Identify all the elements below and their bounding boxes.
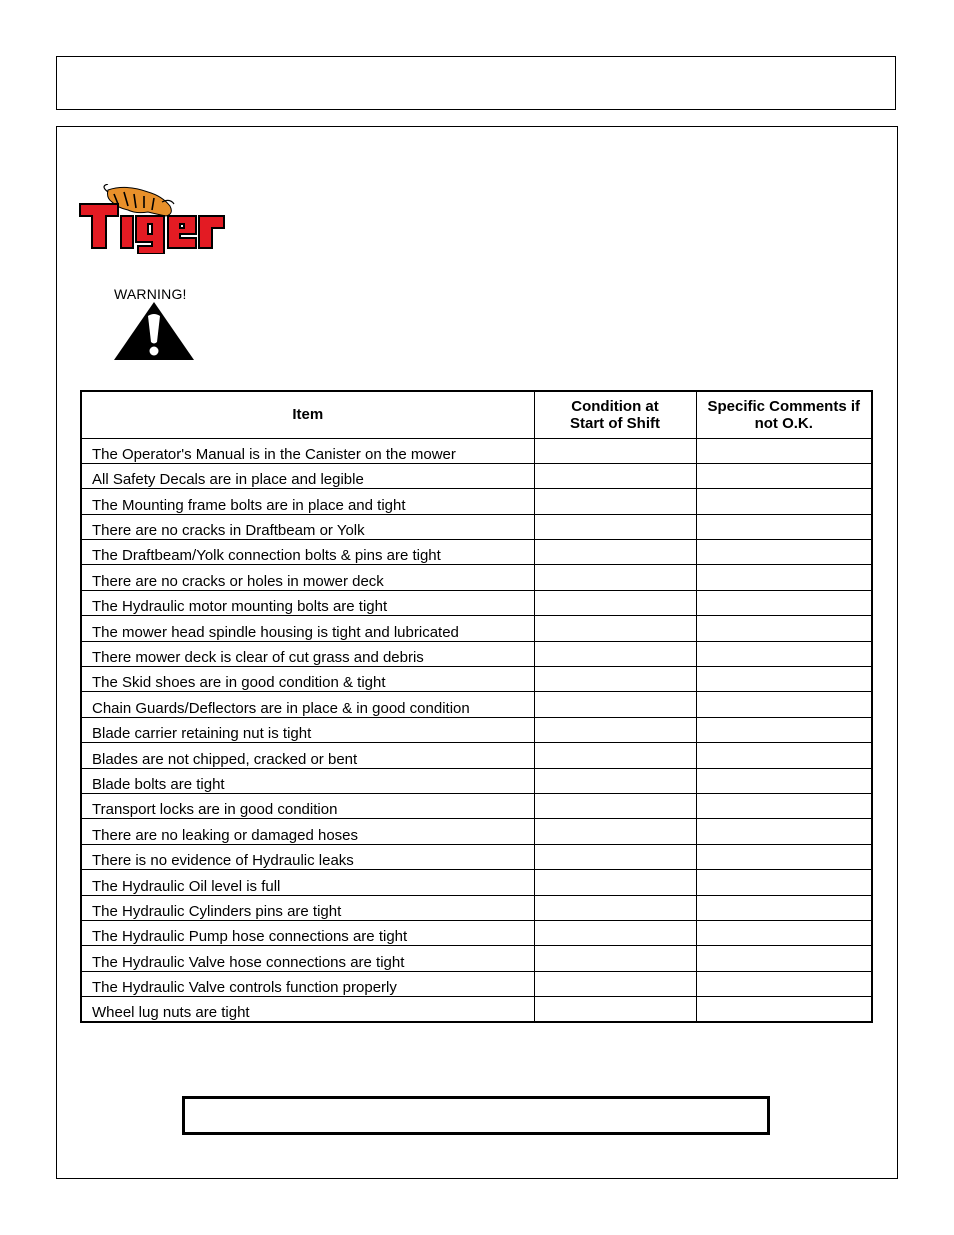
- header-condition: Condition at Start of Shift: [534, 391, 696, 438]
- condition-cell[interactable]: [534, 946, 696, 971]
- table-row: [81, 692, 872, 717]
- checklist-item-label: The Hydraulic Cylinders pins are tight: [81, 895, 534, 920]
- checklist-item-label: Transport locks are in good condition: [81, 793, 534, 818]
- comments-cell[interactable]: [696, 768, 872, 793]
- checklist-item-label: Blades are not chipped, cracked or bent: [81, 743, 534, 768]
- condition-cell[interactable]: [534, 438, 696, 463]
- table-row: [81, 793, 872, 818]
- comments-cell[interactable]: [696, 895, 872, 920]
- comments-cell[interactable]: [696, 590, 872, 615]
- checklist-item-label: The Operator's Manual is in the Canister on the mower: [81, 438, 534, 463]
- comments-cell[interactable]: [696, 717, 872, 742]
- checklist-item-label: There are no leaking or damaged hoses: [81, 819, 534, 844]
- table-row: [81, 920, 872, 945]
- condition-cell[interactable]: [534, 819, 696, 844]
- comments-cell[interactable]: [696, 692, 872, 717]
- condition-cell[interactable]: [534, 920, 696, 945]
- comments-cell[interactable]: [696, 514, 872, 539]
- comments-cell[interactable]: [696, 997, 872, 1023]
- table-row: [81, 997, 872, 1023]
- table-row: [81, 540, 872, 565]
- warning-triangle-icon: [112, 300, 196, 362]
- condition-cell[interactable]: [534, 667, 696, 692]
- checklist-item-label: Chain Guards/Deflectors are in place & in good condition: [81, 692, 534, 717]
- comments-cell[interactable]: [696, 844, 872, 869]
- condition-cell[interactable]: [534, 844, 696, 869]
- header-box: [56, 56, 896, 110]
- comments-cell[interactable]: [696, 743, 872, 768]
- footer-box: [182, 1096, 770, 1135]
- table-row: [81, 844, 872, 869]
- comments-cell[interactable]: [696, 540, 872, 565]
- comments-cell[interactable]: [696, 463, 872, 488]
- tiger-logo: [78, 184, 228, 254]
- checklist-item-label: Wheel lug nuts are tight: [81, 997, 534, 1023]
- condition-cell[interactable]: [534, 540, 696, 565]
- table-row: [81, 565, 872, 590]
- condition-cell[interactable]: [534, 514, 696, 539]
- header-comments: Specific Comments if not O.K.: [696, 391, 872, 438]
- checklist-body: [81, 438, 872, 1022]
- checklist-item-label: There is no evidence of Hydraulic leaks: [81, 844, 534, 869]
- table-row: [81, 819, 872, 844]
- condition-cell[interactable]: [534, 997, 696, 1023]
- condition-cell[interactable]: [534, 565, 696, 590]
- comments-cell[interactable]: [696, 819, 872, 844]
- condition-cell[interactable]: [534, 768, 696, 793]
- comments-cell[interactable]: [696, 946, 872, 971]
- condition-cell[interactable]: [534, 971, 696, 996]
- condition-cell[interactable]: [534, 717, 696, 742]
- header-item: Item: [81, 391, 534, 438]
- checklist-item-label: The Hydraulic Oil level is full: [81, 870, 534, 895]
- condition-cell[interactable]: [534, 692, 696, 717]
- comments-cell[interactable]: [696, 971, 872, 996]
- table-row: [81, 717, 872, 742]
- checklist-item-label: The mower head spindle housing is tight and lubricated: [81, 616, 534, 641]
- checklist-item-label: The Hydraulic motor mounting bolts are tight: [81, 590, 534, 615]
- checklist-item-label: Blade carrier retaining nut is tight: [81, 717, 534, 742]
- comments-cell[interactable]: [696, 641, 872, 666]
- condition-cell[interactable]: [534, 895, 696, 920]
- checklist-item-label: The Hydraulic Pump hose connections are tight: [81, 920, 534, 945]
- comments-cell[interactable]: [696, 920, 872, 945]
- table-row: [81, 895, 872, 920]
- table-row: [81, 870, 872, 895]
- inspection-checklist-table: [80, 390, 873, 1023]
- checklist-item-label: The Skid shoes are in good condition & tight: [81, 667, 534, 692]
- warning-label: WARNING!: [114, 286, 187, 302]
- comments-cell[interactable]: [696, 870, 872, 895]
- checklist-item-label: There mower deck is clear of cut grass and debris: [81, 641, 534, 666]
- comments-cell[interactable]: [696, 667, 872, 692]
- table-row: [81, 946, 872, 971]
- checklist-item-label: The Hydraulic Valve hose connections are tight: [81, 946, 534, 971]
- condition-cell[interactable]: [534, 870, 696, 895]
- condition-cell[interactable]: [534, 641, 696, 666]
- table-row: [81, 438, 872, 463]
- checklist-item-label: All Safety Decals are in place and legible: [81, 463, 534, 488]
- comments-cell[interactable]: [696, 793, 872, 818]
- table-row: [81, 590, 872, 615]
- table-row: [81, 768, 872, 793]
- table-row: [81, 616, 872, 641]
- condition-cell[interactable]: [534, 793, 696, 818]
- checklist-item-label: There are no cracks or holes in mower deck: [81, 565, 534, 590]
- checklist-item-label: There are no cracks in Draftbeam or Yolk: [81, 514, 534, 539]
- comments-cell[interactable]: [696, 616, 872, 641]
- comments-cell[interactable]: [696, 438, 872, 463]
- table-row: [81, 514, 872, 539]
- table-header-row: [81, 391, 872, 438]
- table-row: [81, 743, 872, 768]
- table-row: [81, 971, 872, 996]
- checklist-item-label: The Hydraulic Valve controls function properly: [81, 971, 534, 996]
- checklist-item-label: The Draftbeam/Yolk connection bolts & pins are tight: [81, 540, 534, 565]
- table-row: [81, 641, 872, 666]
- table-row: [81, 463, 872, 488]
- checklist-item-label: The Mounting frame bolts are in place and tight: [81, 489, 534, 514]
- condition-cell[interactable]: [534, 463, 696, 488]
- condition-cell[interactable]: [534, 489, 696, 514]
- table-row: [81, 667, 872, 692]
- table-row: [81, 489, 872, 514]
- condition-cell[interactable]: [534, 590, 696, 615]
- comments-cell[interactable]: [696, 565, 872, 590]
- condition-cell[interactable]: [534, 743, 696, 768]
- comments-cell[interactable]: [696, 489, 872, 514]
- condition-cell[interactable]: [534, 616, 696, 641]
- checklist-item-label: Blade bolts are tight: [81, 768, 534, 793]
